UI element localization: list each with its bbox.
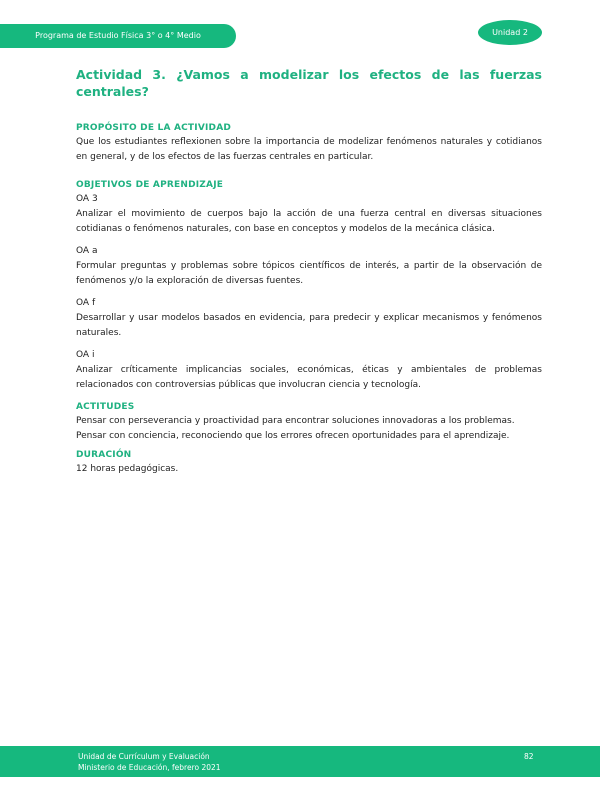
footer-line-1: Unidad de Currículum y Evaluación — [78, 752, 210, 761]
objective-oa-a — [76, 244, 542, 289]
page-number: 82 — [524, 752, 534, 761]
footer-line-2: Ministerio de Educación, febrero 2021 — [78, 763, 221, 772]
objective-label: OA a — [76, 246, 98, 256]
objective-text: Analizar el movimiento de cuerpos bajo la acción de una fuerza central en diversas situaciones cotidianas o fenómenos naturales, con base en conceptos y modelos de la mecánica clásica. — [76, 209, 542, 234]
objective-label: OA f — [76, 298, 96, 308]
section-proposito — [76, 121, 542, 165]
duracion-heading: DURACIÓN — [76, 450, 132, 460]
section-objetivos — [76, 178, 542, 393]
duracion-body: 12 horas pedagógicas. — [76, 464, 179, 474]
footer-credits — [78, 751, 221, 773]
section-actitudes — [76, 400, 542, 444]
objective-text: Desarrollar y usar modelos basados en evidencia, para predecir y explicar mecanismos y fenómenos naturales. — [76, 313, 542, 338]
objective-oa-i — [76, 348, 542, 393]
objective-label: OA 3 — [76, 194, 98, 204]
objective-oa-f — [76, 296, 542, 341]
unit-badge-label: Unidad 2 — [492, 28, 528, 37]
page-content — [76, 66, 542, 477]
actitudes-line-1: Pensar con perseverancia y proactividad para encontrar soluciones innovadoras a los problemas. — [76, 416, 515, 426]
objetivos-heading: OBJETIVOS DE APRENDIZAJE — [76, 180, 224, 190]
page-footer — [0, 746, 600, 777]
activity-title-line-1: Actividad 3. ¿Vamos a modelizar los efectos de las fuerzas — [76, 67, 542, 82]
unit-badge — [478, 20, 542, 45]
program-badge — [0, 24, 236, 48]
proposito-body: Que los estudiantes reflexionen sobre la importancia de modelizar fenómenos naturales y cotidianos en general, y de los efectos de las fuerzas centrales en particular. — [76, 137, 542, 162]
objective-oa-3 — [76, 192, 542, 237]
activity-title — [76, 66, 542, 100]
actitudes-heading: ACTITUDES — [76, 402, 135, 412]
actitudes-line-2: Pensar con conciencia, reconociendo que los errores ofrecen oportunidades para el aprendizaje. — [76, 431, 510, 441]
section-duracion — [76, 448, 542, 477]
proposito-heading: PROPÓSITO DE LA ACTIVIDAD — [76, 123, 232, 133]
activity-title-line-2: centrales? — [76, 84, 149, 99]
objective-label: OA i — [76, 350, 95, 360]
objective-text: Formular preguntas y problemas sobre tópicos científicos de interés, a partir de la observación de fenómenos y/o la exploración de diversas fuentes. — [76, 261, 542, 286]
objective-text: Analizar críticamente implicancias sociales, económicas, éticas y ambientales de problemas relacionados con controversias públicas que involucran ciencia y tecnología. — [76, 365, 542, 390]
program-badge-label: Programa de Estudio Física 3° o 4° Medio — [35, 31, 201, 40]
